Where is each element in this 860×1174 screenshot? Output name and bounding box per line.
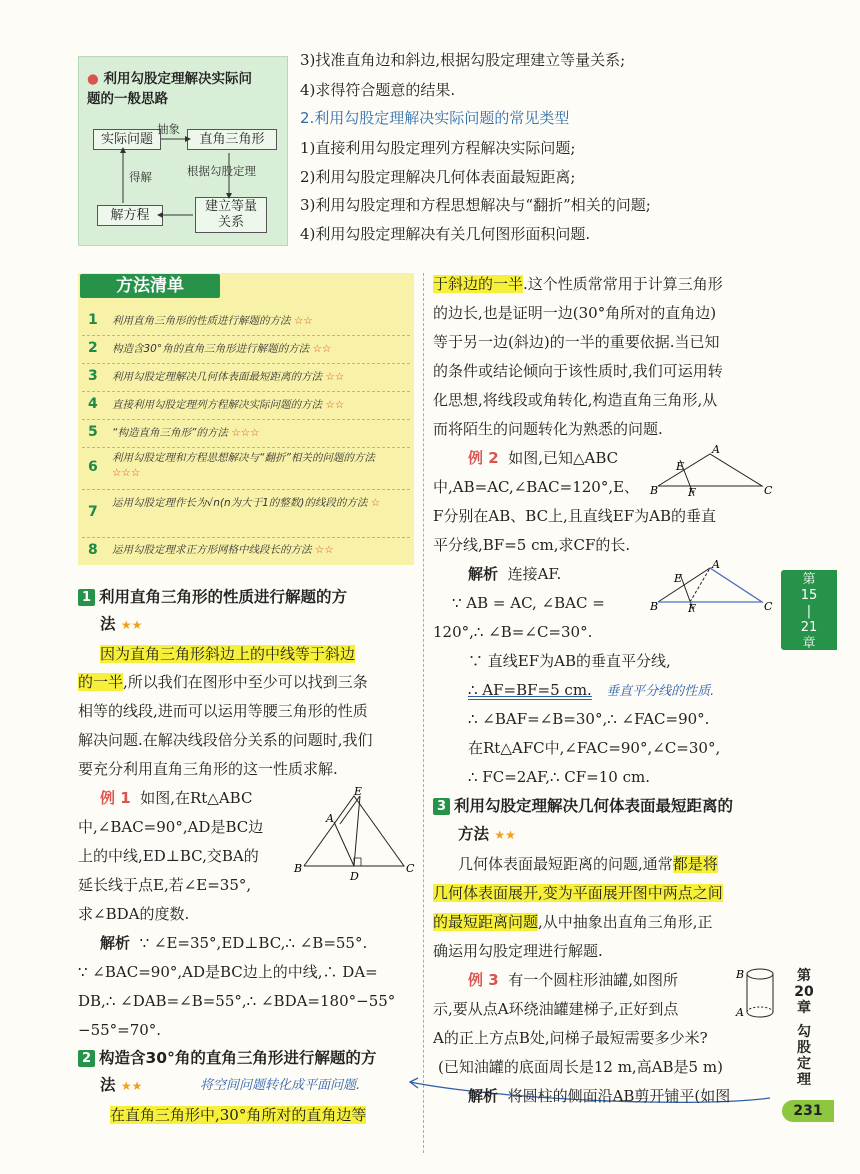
sec3-para-line4: 确运用勾股定理进行解题. (433, 942, 603, 960)
analysis2-line5: ∴ AF=BF=5 cm. 垂直平分线的性质. (468, 681, 715, 699)
method-row: 3 利用勾股定理解决几何体表面最短距离的方法 ☆☆ (82, 363, 410, 392)
example1-line1: 例 1 如图,在Rt△ABC (100, 789, 253, 807)
analysis2-line8: ∴ FC=2AF,∴ CF=10 cm. (468, 768, 650, 786)
example1-line2: 中,∠BAC=90°,AD是BC边 (78, 818, 264, 836)
sec3-para-line1: 几何体表面最短距离的问题,通常都是将 (458, 855, 718, 873)
flow-title-line2: 题的一般思路 (87, 91, 168, 107)
flow-box-actual: 实际问题 (93, 129, 161, 150)
method-row: 2 构造含30°角的直角三角形进行解题的方法 ☆☆ (82, 335, 410, 364)
section-1-title: 1 利用直角三角形的性质进行解题的方 (78, 585, 347, 607)
example1-figure (292, 786, 422, 886)
flow-title: ● 利用勾股定理解决实际问 题的一般思路 (87, 71, 252, 107)
right-para-line5: 而将陌生的问题转化为熟悉的问题. (433, 420, 663, 438)
section-3-title-cont: 方法 ★★ (458, 825, 516, 843)
methods-title: 方法清单 (80, 274, 220, 298)
top-line-4: 4)求得符合题意的结果. (300, 81, 456, 99)
analysis2-line7: 在Rt△AFC中,∠FAC=90°,∠C=30°, (468, 739, 721, 757)
example3-line1: 例 3 有一个圆柱形油罐,如图所 (468, 971, 678, 989)
flow-box-triangle: 直角三角形 (187, 129, 277, 150)
flow-label-abstract: 抽象 (157, 122, 180, 136)
svg-text:E: E (676, 460, 685, 473)
analysis1-line4: −55°=70°. (78, 1021, 162, 1039)
svg-text:B: B (294, 862, 303, 875)
sec2-para-line1: 在直角三角形中,30°角所对的直角边等 (110, 1106, 367, 1124)
section-1-title-cont: 法 ★★ (100, 615, 143, 633)
example3-line4: (已知油罐的底面周长是12 m,高AB是5 m) (438, 1058, 723, 1076)
example3-line2: 示,要从点A环绕油罐建梯子,正好到点 (433, 1000, 679, 1018)
svg-text:C: C (764, 484, 773, 497)
section-3-title: 3 利用勾股定理解决几何体表面最短距离的 (433, 794, 733, 816)
method-row: 4 直接利用勾股定理列方程解决实际问题的方法 ☆☆ (82, 391, 410, 420)
column-divider (423, 273, 424, 1153)
analysis1-line3: DB,∴ ∠DAB=∠B=55°,∴ ∠BDA=180°−55° (78, 992, 396, 1010)
sec1-para-line1: 因为直角三角形斜边上的中线等于斜边 (100, 645, 356, 663)
analysis2-line1: 解析 连接AF. (468, 565, 562, 583)
sec1-para-line5: 要充分利用直角三角形的这一性质求解. (78, 760, 338, 778)
flow-diagram-box (78, 56, 288, 246)
top-type-4: 4)利用勾股定理解决有关几何图形面积问题. (300, 225, 591, 243)
analysis2-figure (650, 560, 775, 616)
analysis1-line2: ∵ ∠BAC=90°,AD是BC边上的中线,∴ DA= (78, 963, 378, 981)
analysis2-line2: ∵ AB = AC, ∠BAC = (452, 594, 605, 612)
example3-cylinder-figure (734, 964, 778, 1024)
flow-box-equation: 建立等量 关系 (195, 197, 267, 233)
section-2-title-cont: 法 ★★ (100, 1076, 143, 1094)
svg-text:B: B (650, 484, 659, 497)
svg-text:A: A (712, 444, 720, 456)
example1-line4: 延长线于点E,若∠E=35°, (78, 876, 252, 894)
example3-line3: A的正上方点B处,问梯子最短需要多少米? (433, 1029, 708, 1047)
example1-line3: 上的中线,ED⊥BC,交BA的 (78, 847, 259, 865)
handwritten-note-perp: 垂直平分线的性质. (606, 684, 715, 699)
analysis2-line4: ∵ 直线EF为AB的垂直平分线, (468, 652, 671, 670)
svg-text:C: C (406, 862, 415, 875)
svg-text:D: D (350, 870, 359, 883)
right-para-line1: 的边长,也是证明一边(30°角所对的直角边) (433, 304, 717, 322)
svg-text:A: A (712, 560, 720, 571)
analysis3-line1: 解析 将圆柱的侧面沿AB剪开铺平(如图 (468, 1087, 731, 1105)
method-row: 1 利用直角三角形的性质进行解题的方法 ☆☆ (82, 307, 410, 336)
right-para-line3: 的条件或结论倾向于该性质时,我们可运用转 (433, 362, 723, 380)
sec3-para-line2: 几何体表面展开,变为平面展开图中两点之间 (433, 884, 723, 902)
method-row: 6 利用勾股定理和方程思想解决与“翻折”相关的问题的方法 ☆☆☆ (82, 447, 410, 490)
top-type-2: 2)利用勾股定理解决几何体表面最短距离; (300, 168, 576, 186)
svg-text:E: E (674, 572, 683, 585)
top-type-1: 1)直接利用勾股定理列方程解决实际问题; (300, 139, 576, 157)
section-2-title: 2 构造含30°角的直角三角形进行解题的方 (78, 1046, 376, 1068)
right-para-line0: 于斜边的一半.这个性质常常用于计算三角形 (433, 275, 723, 293)
method-row: 8 运用勾股定理求正方形网格中线段长的方法 ☆☆ (88, 542, 334, 558)
handwritten-note-2d: 将空间问题转化成平面问题. (200, 1078, 361, 1093)
right-para-line2: 等于另一边(斜边)的一半的重要依据.当已知 (433, 333, 720, 351)
flow-title-line1: 利用勾股定理解决实际问 (103, 71, 252, 87)
analysis2-line3: 120°,∴ ∠B=∠C=30°. (433, 623, 593, 641)
page-number: 231 (782, 1100, 834, 1122)
flow-arrows (79, 57, 287, 245)
flow-label-result: 得解 (129, 170, 152, 184)
svg-text:E: E (354, 786, 363, 798)
example1-line5: 求∠BDA的度数. (78, 905, 190, 923)
svg-text:B: B (650, 600, 659, 613)
flow-label-pythag: 根据勾股定理 (187, 164, 256, 178)
flow-box-solve: 解方程 (97, 205, 163, 226)
sec1-para-line3: 相等的线段,进而可以运用等腰三角形的性质 (78, 702, 368, 720)
method-row: 7 运用勾股定理作长为√n(n为大于1的整数)的线段的方法 ☆ (82, 489, 410, 538)
example2-line4: 平分线,BF=5 cm,求CF的长. (433, 536, 631, 554)
sec1-para-line4: 解决问题.在解决线段倍分关系的问题时,我们 (78, 731, 373, 749)
top-heading-2: 2.利用勾股定理解决实际问题的常见类型 (300, 109, 570, 127)
svg-text:C: C (764, 600, 773, 613)
analysis2-line6: ∴ ∠BAF=∠B=30°,∴ ∠FAC=90°. (468, 710, 710, 728)
svg-text:B: B (736, 968, 745, 981)
example2-figure (650, 444, 775, 500)
right-para-line4: 化思想,将线段或角转化,构造直角三角形,从 (433, 391, 718, 409)
svg-text:A: A (326, 812, 334, 825)
method-row: 5 “构造直角三角形”的方法 ☆☆☆ (82, 419, 410, 448)
analysis1-line1: 解析 ∵ ∠E=35°,ED⊥BC,∴ ∠B=55°. (100, 934, 368, 952)
example2-line1: 例 2 如图,已知△ABC (468, 449, 619, 467)
sec1-para-line2: 的一半,所以我们在图形中至少可以找到三条 (78, 673, 368, 691)
top-line-3: 3)找准直角边和斜边,根据勾股定理建立等量关系; (300, 51, 626, 69)
example2-line2: 中,AB=AC,∠BAC=120°,E、 (433, 478, 640, 496)
svg-text:F: F (688, 486, 696, 499)
chapter-range-tab: 第 15 | 21 章 (781, 570, 837, 650)
top-type-3: 3)利用勾股定理和方程思想解决与“翻折”相关的问题; (300, 196, 651, 214)
svg-text:A: A (736, 1006, 744, 1019)
chapter-side-label: 第 20 章 勾 股 定 理 (794, 968, 814, 1088)
svg-text:F: F (688, 602, 696, 615)
example2-line3: F分别在AB、BC上,且直线EF为AB的垂直 (433, 507, 717, 525)
sec3-para-line3: 的最短距离问题,从中抽象出直角三角形,正 (433, 913, 713, 931)
